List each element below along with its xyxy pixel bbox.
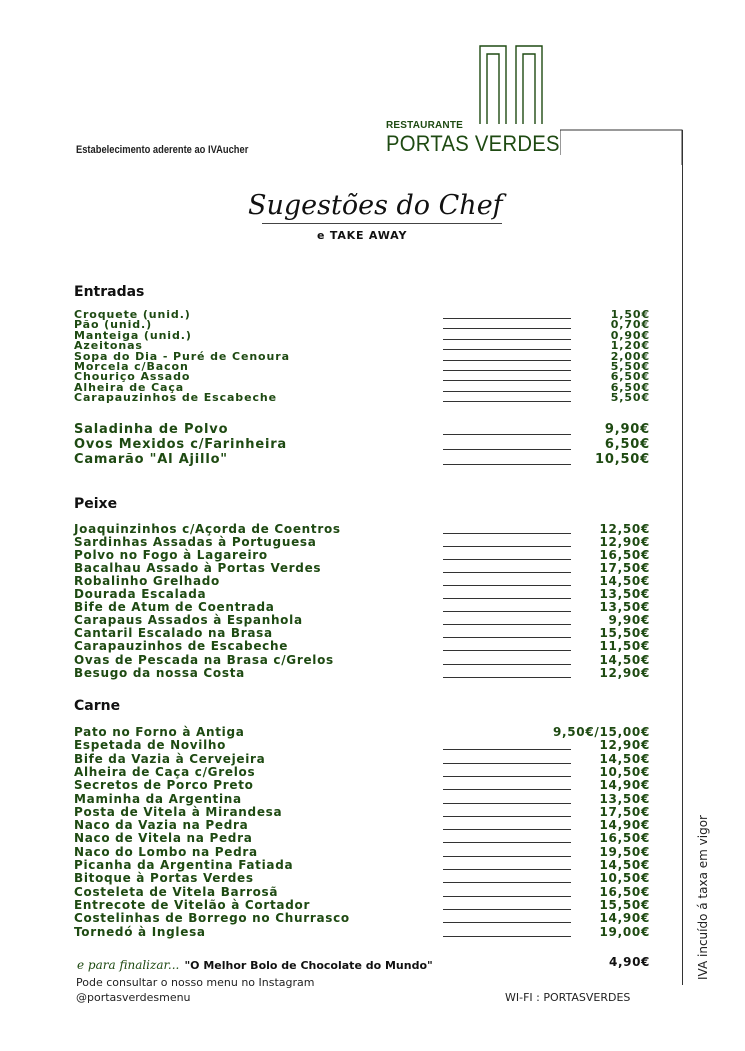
menu-item-price: 1,50€ (610, 308, 650, 321)
menu-item-price: 19,50€ (599, 844, 650, 859)
menu-item-name: Sardinhas Assadas à Portuguesa (74, 535, 317, 550)
menu-item-row (74, 898, 650, 910)
section-title-carne: Carne (74, 698, 121, 714)
menu-item-price: 15,50€ (599, 626, 650, 641)
menu-item-row (74, 792, 650, 804)
dotted-leader-line (443, 611, 571, 612)
menu-item-name: Carapauzinhos de Escabeche (74, 391, 277, 405)
menu-item-price: 6,50€ (604, 437, 650, 452)
dotted-leader-line (443, 677, 571, 678)
menu-item-name: Espetada de Novilho (74, 738, 227, 753)
dotted-leader-line (443, 449, 571, 450)
dotted-leader-line (443, 882, 571, 883)
menu-item-name: Camarão "Al Ajillo" (74, 452, 228, 467)
menu-item-row (74, 587, 650, 602)
menu-item-price: 16,50€ (599, 831, 650, 846)
dotted-leader-line (443, 585, 571, 586)
page-subtitle: e TAKE AWAY (317, 229, 408, 242)
dotted-leader-line (443, 803, 571, 804)
menu-item-name: Robalinho Grelhado (74, 574, 221, 589)
menu-item-row (74, 613, 650, 628)
menu-item-name: Costeleta de Vitela Barrosã (74, 884, 279, 899)
side-border-lines (560, 125, 690, 165)
menu-item-price: 12,50€ (599, 522, 650, 536)
section-title-peixe: Peixe (74, 496, 118, 512)
menu-item-name: Polvo no Fogo à Lagareiro (74, 548, 268, 563)
menu-item-row (74, 925, 650, 937)
menu-item-price: 14,50€ (599, 574, 650, 589)
menu-item-name: Secretos de Porco Preto (74, 778, 254, 793)
menu-item-name: Morcela c/Bacon (74, 360, 189, 373)
dotted-leader-line (443, 749, 571, 750)
menu-item-price: 14,50€ (599, 858, 650, 872)
menu-item-price: 12,90€ (599, 535, 650, 550)
restaurant-label: RESTAURANTE (386, 120, 464, 131)
menu-item-row (74, 639, 650, 654)
menu-item-name: Ovas de Pescada na Brasa c/Grelos (74, 652, 334, 667)
finale-intro: e para finalizar... (77, 958, 180, 972)
menu-item-price: 15,50€ (599, 897, 650, 912)
menu-item-name: Pato no Forno à Antiga (74, 725, 245, 739)
menu-item-name: Tornedó à Inglesa (74, 924, 206, 939)
menu-item-row (74, 845, 650, 857)
menu-item-name: Alheira de Caça c/Grelos (74, 764, 256, 779)
menu-item-price: 13,50€ (599, 587, 650, 602)
menu-item-name: Besugo da nossa Costa (74, 665, 245, 680)
menu-item-price: 0,90€ (610, 328, 650, 342)
menu-item-price: 12,90€ (599, 665, 650, 680)
menu-item-name: Carapaus Assados à Espanhola (74, 613, 303, 628)
menu-item-price: 0,70€ (610, 318, 650, 332)
menu-item-name: Croquete (unid.) (74, 308, 191, 321)
dotted-leader-line (443, 763, 571, 764)
menu-item-row (74, 805, 650, 817)
restaurant-name: PORTAS VERDES (386, 131, 560, 156)
menu-item-name: Bacalhau Assado à Portas Verdes (74, 561, 322, 576)
menu-item-price: 17,50€ (599, 561, 650, 576)
menu-item-row (74, 778, 650, 793)
menu-item-price: 14,50€ (599, 751, 650, 766)
dotted-leader-line (443, 869, 571, 870)
menu-item-price: 11,50€ (599, 639, 650, 654)
dotted-leader-line (443, 624, 571, 625)
dotted-leader-line (443, 789, 571, 790)
dotted-leader-line (443, 842, 571, 843)
dotted-leader-line (443, 650, 571, 651)
menu-item-row (74, 666, 650, 678)
menu-item-price: 10,50€ (599, 764, 650, 779)
menu-item-name: Naco da Vazia na Pedra (74, 818, 249, 833)
menu-item-name: Bife da Vazia à Cervejeira (74, 751, 266, 766)
menu-item-row (74, 600, 650, 615)
dotted-leader-line (443, 909, 571, 910)
menu-item-row (74, 752, 650, 764)
menu-item-name: Cantaril Escalado na Brasa (74, 626, 273, 641)
menu-item-row (74, 437, 650, 452)
dotted-leader-line (443, 829, 571, 830)
finale-dessert: "O Melhor Bolo de Chocolate do Mundo" (184, 959, 433, 972)
dotted-leader-line (443, 922, 571, 923)
menu-item-name: Chouriço Assado (74, 370, 191, 384)
menu-item-name: Bife de Atum de Coentrada (74, 600, 275, 615)
menu-item-price: 5,50€ (610, 391, 650, 405)
menu-item-row (74, 574, 650, 589)
menu-item-price: 14,90€ (599, 911, 650, 926)
dotted-leader-line (443, 936, 571, 937)
dotted-leader-line (443, 434, 571, 435)
menu-item-price: 14,90€ (599, 818, 650, 833)
menu-item-price: 14,50€ (599, 652, 650, 667)
menu-item-row (74, 422, 650, 437)
menu-item-row (74, 452, 650, 467)
menu-item-price: 12,90€ (599, 738, 650, 753)
menu-item-row (74, 548, 650, 563)
instagram-handle: @portasverdesmenu (76, 991, 191, 1004)
menu-item-name: Manteiga (unid.) (74, 328, 192, 342)
menu-item-price: 6,50€ (610, 380, 650, 394)
menu-item-price: 1,20€ (610, 339, 650, 353)
page-title: Sugestões do Chef (248, 190, 503, 221)
menu-item-price: 6,50€ (610, 370, 650, 384)
portas-verdes-logo-icon (470, 40, 560, 132)
menu-item-row (74, 738, 650, 753)
menu-item-name: Sopa do Dia - Puré de Cenoura (74, 349, 290, 363)
menu-item-name: Saladinha de Polvo (74, 422, 229, 437)
dotted-leader-line (443, 776, 571, 777)
menu-item-row (74, 885, 650, 897)
menu-item-name: Costelinhas de Borrego no Churrasco (74, 911, 350, 926)
menu-item-row (74, 561, 650, 576)
menu-item-price: 16,50€ (599, 884, 650, 899)
menu-item-price: 10,50€ (599, 871, 650, 886)
menu-item-row (74, 522, 650, 534)
menu-item-row (74, 765, 650, 777)
dotted-leader-line (443, 572, 571, 573)
dotted-leader-line (443, 856, 571, 857)
menu-item-name: Bitoque à Portas Verdes (74, 871, 254, 886)
dotted-leader-line (443, 546, 571, 547)
menu-item-name: Alheira de Caça (74, 380, 185, 394)
menu-item-name: Naco do Lombo na Pedra (74, 844, 258, 859)
menu-item-name: Pão (unid.) (74, 318, 153, 332)
finale-price: 4,90€ (609, 955, 650, 969)
section-title-entradas: Entradas (74, 284, 145, 300)
side-vertical-line (682, 130, 683, 985)
ivaucher-note: Estabelecimento aderente ao IVAucher (76, 144, 249, 156)
menu-item-row (74, 818, 650, 833)
menu-item-name: Azeitonas (74, 339, 143, 353)
menu-item-price: 5,50€ (610, 360, 650, 373)
wifi-info: WI-FI : PORTASVERDES (505, 991, 631, 1004)
dotted-leader-line (443, 559, 571, 560)
menu-item-name: Joaquinzinhos c/Açorda de Coentros (74, 522, 341, 536)
menu-item-price: 10,50€ (595, 452, 650, 467)
menu-item-name: Picanha da Argentina Fatiada (74, 858, 294, 872)
menu-item-price: 9,50€/15,00€ (552, 725, 650, 739)
dotted-leader-line (443, 637, 571, 638)
menu-item-row (74, 871, 650, 886)
menu-item-price: 19,00€ (599, 924, 650, 939)
menu-item-name: Dourada Escalada (74, 587, 207, 602)
menu-item-price: 13,50€ (599, 791, 650, 806)
menu-item-price: 17,50€ (599, 804, 650, 819)
menu-item-row (74, 911, 650, 926)
menu-item-price: 9,90€ (604, 422, 650, 437)
menu-item-name: Entrecote de Vitelão à Cortador (74, 897, 311, 912)
dotted-leader-line (443, 401, 571, 402)
menu-item-price: 14,90€ (599, 778, 650, 793)
menu-item-name: Naco de Vitela na Pedra (74, 831, 253, 846)
menu-item-name: Ovos Mexidos c/Farinheira (74, 437, 287, 452)
title-underline (262, 223, 502, 224)
menu-item-row (74, 535, 650, 550)
dotted-leader-line (443, 816, 571, 817)
menu-item-name: Carapauzinhos de Escabeche (74, 639, 289, 654)
finale-line (77, 954, 433, 973)
menu-item-price: 16,50€ (599, 548, 650, 563)
dotted-leader-line (443, 533, 571, 534)
menu-item-price: 9,90€ (608, 613, 650, 628)
dotted-leader-line (443, 664, 571, 665)
menu-item-row (74, 858, 650, 870)
menu-item-price: 2,00€ (610, 349, 650, 363)
menu-item-row (74, 391, 650, 403)
menu-item-name: Maminha da Argentina (74, 791, 242, 806)
menu-item-row (74, 653, 650, 665)
menu-item-row (74, 626, 650, 641)
menu-item-name: Posta de Vitela à Mirandesa (74, 804, 283, 819)
dotted-leader-line (443, 896, 571, 897)
iva-note: IVA incuído á taxa em vigor (696, 815, 710, 980)
menu-item-row (74, 831, 650, 846)
dotted-leader-line (443, 598, 571, 599)
instagram-text: Pode consultar o nosso menu no Instagram (76, 976, 315, 989)
dotted-leader-line (443, 464, 571, 465)
menu-item-row (74, 725, 650, 737)
menu-item-price: 13,50€ (599, 600, 650, 615)
